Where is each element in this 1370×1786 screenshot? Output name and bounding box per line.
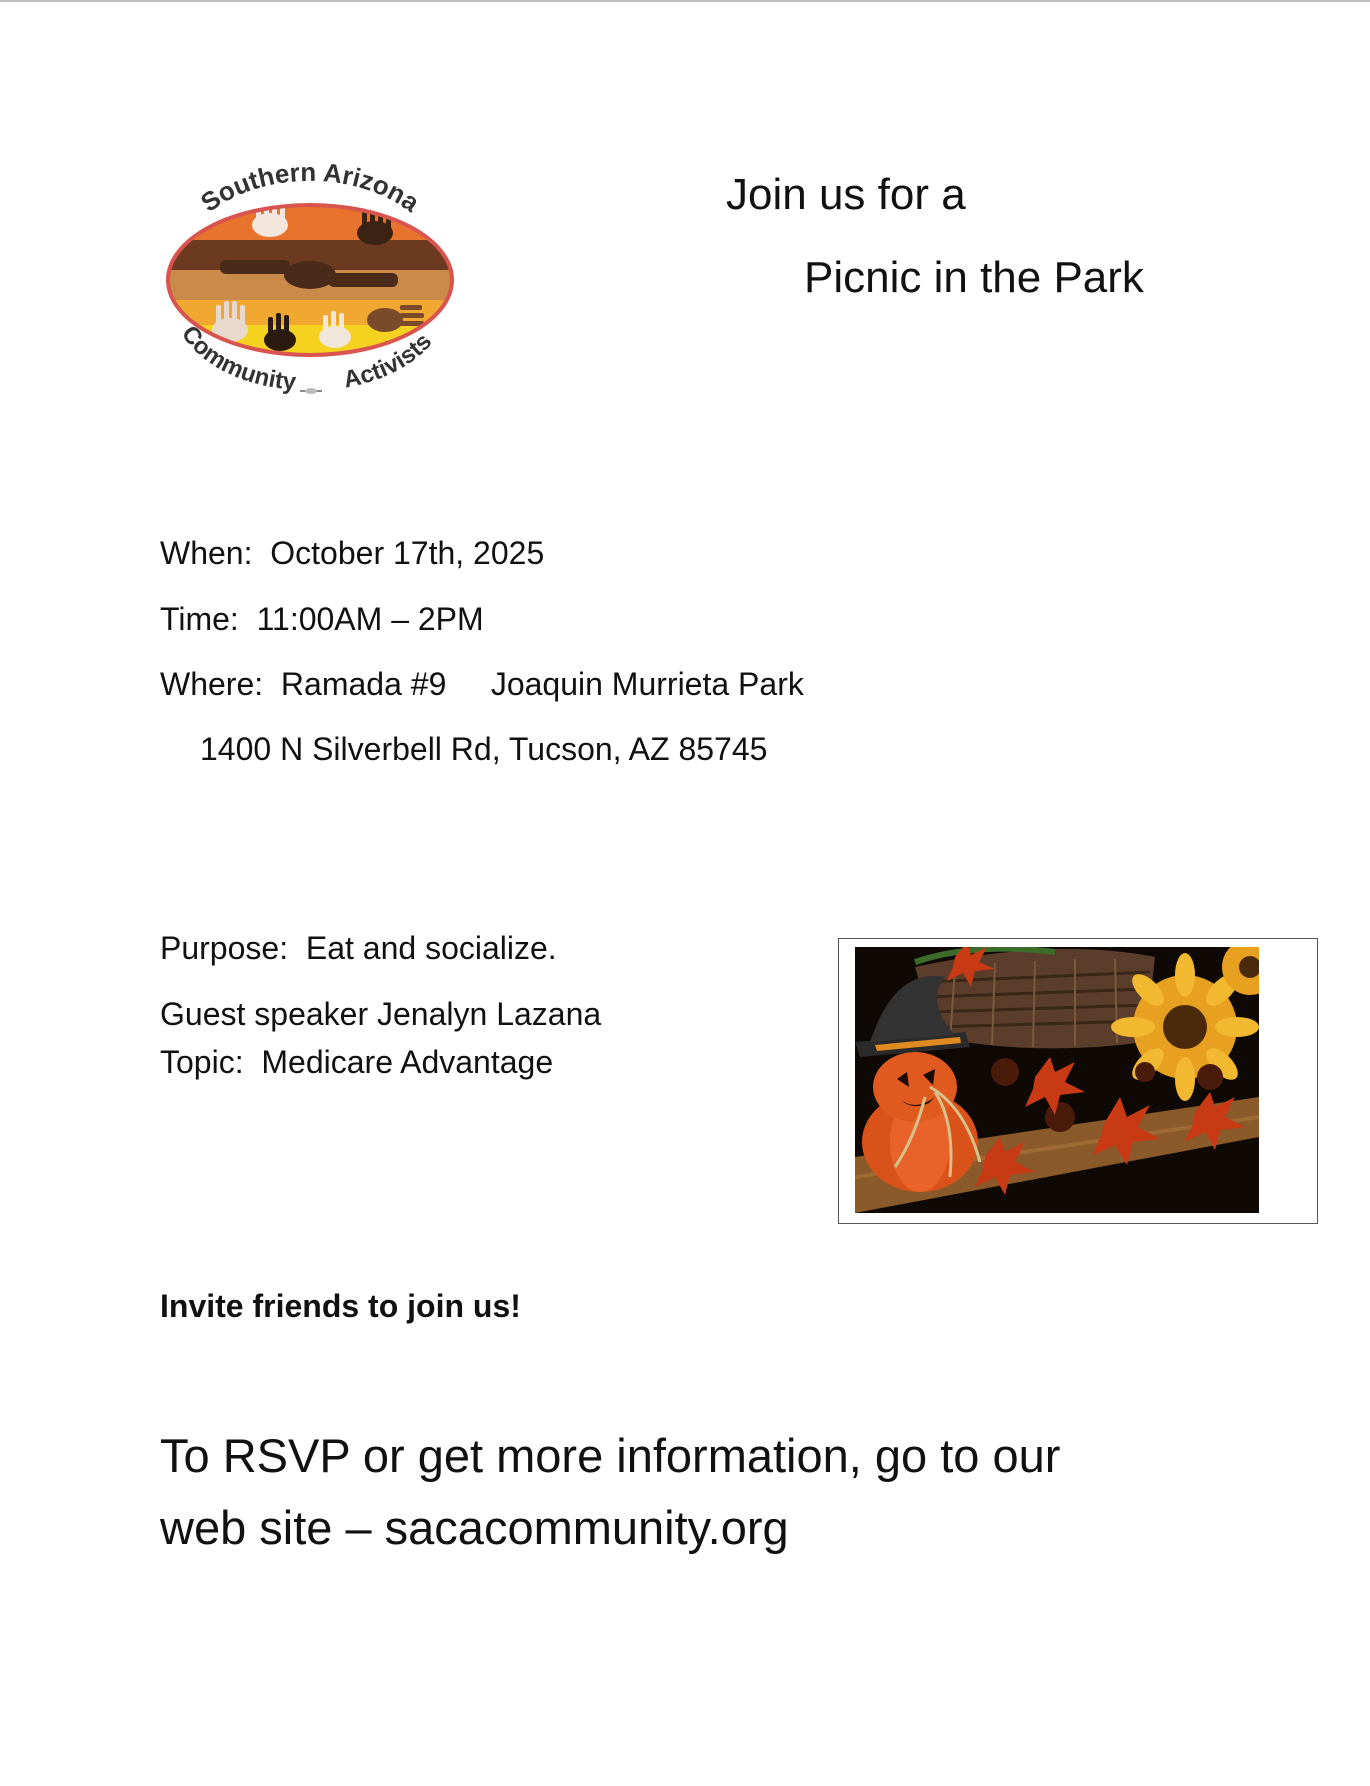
speaker-line: Guest speaker Jenalyn Lazana [160,996,602,1032]
time-line: Time: 11:00AM – 2PM [160,601,484,637]
rsvp-line-2: web site – sacacommunity.org [160,1501,789,1554]
invite-text: Invite friends to join us! [160,1288,521,1324]
saca-logo [160,145,460,405]
hand-icon [252,197,288,237]
logo-top-text: Southern Arizona [195,156,426,218]
logo-divider-ornament [300,388,322,394]
address-line: 1400 N Silverbell Rd, Tucson, AZ 85745 [200,731,768,767]
when-line: When: October 17th, 2025 [160,535,545,571]
topic-line: Topic: Medicare Advantage [160,1044,554,1080]
rsvp-block [160,1420,1160,1564]
logo-bottom-left-text: Community [175,320,298,396]
purpose-line: Purpose: Eat and socialize. [160,930,557,966]
logo-bottom-right-text: Activists [341,328,438,394]
photo-frame [838,938,1318,1224]
where-line: Where: Ramada #9 Joaquin Murrieta Park [160,666,804,702]
rsvp-line-1: To RSVP or get more information, go to our [160,1429,1061,1482]
page-top-border [0,0,1370,2]
header-line-1: Join us for a [726,170,966,219]
autumn-pumpkin-photo [855,947,1259,1213]
page-title: Picnic in the Park [804,253,1144,302]
